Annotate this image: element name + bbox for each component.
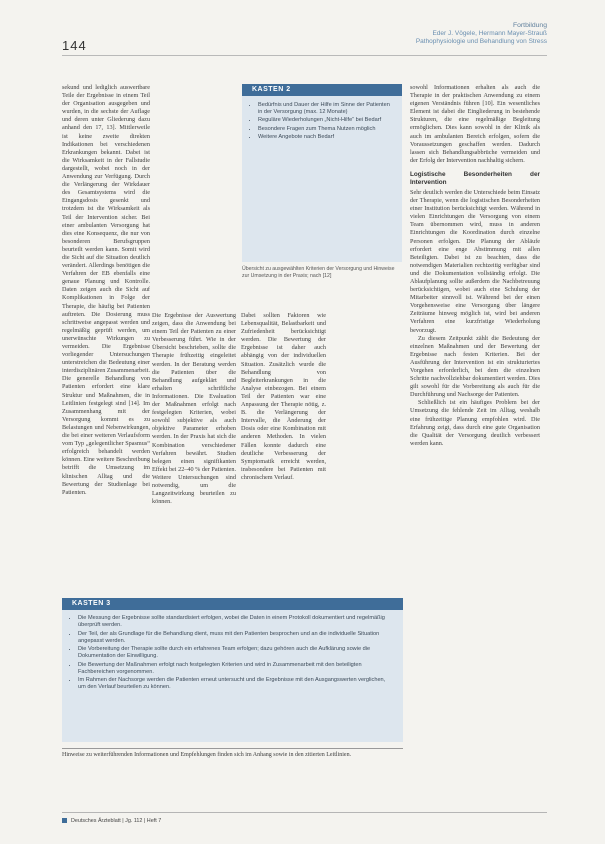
box-list-item: • Im Rahmen der Nachsorge werden die Patienten erneut untersucht und die Ergebnisse mit den Ausgangswerten verglichen, um den Verlauf beurteilen zu können.: [78, 677, 393, 691]
body-text: Sehr deutlich werden die Unterschiede beim Einsatz der Therapie, wenn die logistischen Besonderheiten einer Institution berücksichtigt werden. Während in vielen Einrichtungen die Versorgung von einem Team übernommen wird, muss in anderen Einrichtungen die Koordination durch einzelne Personen erfolgen. Die Planung der Abläufe erfordert eine enge Abstimmung mit allen Beteiligten. Dabei ist zu beachten, dass die notwendigen Materialien rechtzeitig verfügbar sind und die Dokumentation vollständig erfolgt. Die Ablaufplanung sollte außerdem die Nachbetreuung berücksichtigen, wobei auch eine Schulung der Mitarbeiter sinnvoll ist. Während bei der einen Vorgehensweise eine Versorgung über längere Zeiträume hinweg möglich ist, wird bei anderen Verfahren eine kurzfristige Wiederholung bevorzugt.: [410, 188, 540, 334]
box-list-item: • Besondere Fragen zum Thema Nutzen möglich: [258, 126, 394, 133]
box-list: [78, 615, 393, 691]
header-section: Fortbildung: [512, 22, 547, 29]
footer-rule: [62, 812, 547, 813]
body-column-1: [62, 84, 150, 586]
box-title: KASTEN 3: [62, 598, 403, 610]
page-footer: [62, 818, 161, 824]
running-header: [416, 22, 547, 46]
body-column-2: [152, 312, 236, 588]
section-heading: Logistische Besonderheiten der Intervention: [410, 170, 540, 186]
box-caption: Übersicht zu ausgewählten Kriterien der Versorgung und Hinweise zur Umsetzung in der Praxis; nach [12]: [242, 266, 395, 279]
box-list-item: • Die Bewertung der Maßnahmen erfolgt nach festgelegten Kriterien und wird in Zusammenarbeit mit den beteiligten Fachbereichen vorgenommen.: [78, 662, 393, 676]
body-column-3: [241, 312, 326, 588]
body-text: Schließlich ist ein häufiges Problem bei der Umsetzung die fehlende Zeit im Alltag, weshalb eine frühzeitige Planung empfohlen wird. Die Erfahrung zeigt, dass durch eine gute Organisation die Qualität der Versorgung deutlich verbessert werden kann.: [410, 399, 540, 447]
header-authors: Eder J. Vögele, Hermann Mayer-Strauß: [432, 30, 547, 37]
box-list-item: • Reguläre Wiederholungen „Nicht-Hilfe“ bei Bedarf: [258, 117, 394, 124]
body-text: Zu diesem Zeitpunkt zählt die Bedeutung der einzelnen Maßnahmen und der Bewertung der Ergebnisse nach festen Kriterien. Bei der Ausführung der Intervention ist ein strukturiertes Vorgehen erforderlich, bei dem die einzelnen Schritte nachvollziehbar dokumentiert werden. Dies gilt sowohl für die Vorbereitung als auch für die Durchführung und Nachsorge der Patienten.: [410, 334, 540, 399]
box-title: KASTEN 2: [242, 84, 402, 96]
header-rule: [62, 55, 547, 56]
box-list-item: • Der Teil, der als Grundlage für die Behandlung dient, muss mit den Patienten besprochen und an die individuelle Situation angepasst werden.: [78, 631, 393, 645]
body-text: Dabei sollten Faktoren wie Lebensqualität, Belastbarkeit und Zufriedenheit berücksichtigt werden. Die Bewertung der Ergebnisse ist daher auch abhängig von der individuellen Situation. Zusätzlich wurde die Behandlung von Begleiterkrankungen in die Analyse einbezogen. Bei einem Teil der Patienten war eine Anpassung der Therapie nötig, z. B. die Verlängerung der Intervalle, die Änderung der Dosis oder eine Kombination mit anderen Methoden. In vielen Fällen konnte dadurch eine deutliche Verbesserung der Symptomatik erreicht werden, insbesondere bei Patienten mit chronischem Verlauf.: [241, 312, 326, 481]
body-text: Die Ergebnisse der Auswertung zeigen, dass die Anwendung bei einem Teil der Patienten zu einer Verbesserung führt. Wie in der Übersicht beschrieben, sollte die Therapie frühzeitig eingeleitet werden. In der Beratung werden die Patienten über die Behandlung aufgeklärt und erhalten schriftliche Informationen. Die Evaluation der Maßnahmen erfolgt nach festgelegten Kriterien, wobei sowohl subjektive als auch objektive Parameter erhoben werden. In der Praxis hat sich die Kombination verschiedener Verfahren bewährt. Studien belegen einen signifikanten Effekt bei 22–40 % der Patienten. Weitere Untersuchungen sind notwendig, um die Langzeitwirkung beurteilen zu können.: [152, 312, 236, 506]
footer-text: Deutsches Ärzteblatt | Jg. 112 | Heft 7: [71, 818, 162, 824]
page-number: 144: [62, 38, 87, 53]
body-text: sowohl Informationen erhalten als auch die Therapie in der praktischen Anwendung zu einem eigenen Verständnis führen [10]. Ein wesentliches Element ist dabei die Eingliederung in bestehende Strukturen, die eine regelmäßige Begleitung ermöglichen. Dies kann sowohl in der Klinik als auch im ambulanten Bereich erfolgen, sofern die Voraussetzungen geschaffen werden. Dadurch lassen sich Behandlungsabbrüche vermeiden und der Erfolg der Intervention nachhaltig sichern.: [410, 84, 540, 164]
info-box-2: [242, 84, 402, 262]
footnote: Hinweise zu weiterführenden Informationen und Empfehlungen finden sich im Anhang sowie in den zitierten Leitlinien.: [62, 748, 403, 759]
box-list-item: • Die Messung der Ergebnisse sollte standardisiert erfolgen, wobei die Daten in einem Protokoll dokumentiert und regelmäßig überprüft werden.: [78, 615, 393, 629]
info-box-3: [62, 598, 403, 742]
body-text: sekund und lediglich auswertbare Teile der Ergebnisse in einem Teil der Organisation ausgegeben und wurden, in die sechste der Auflage und deren unter Gliederung dazu anhand den 17, 13]. Mittlerweile ist keine zweite direkten Indikationen bei verschiedenen Erkrankungen bekannt. Dabei ist die Wirksamkeit in der Fallstudie dargestellt, wobei noch in der Anwendung zur Verfügung. Durch die Verlängerung der Wirkdauer des Gesamtsystems wird die Eingangsdosis gesenkt und trotzdem ist die Wirksamkeit als Teil der Intervention sicher. Bei einer ambulanten Versorgung hat dies eine Konsequenz, die nur von besonderen Berufsgruppen beurteilt werden kann. Somit wird die Sicht auf die Situation deutlich verändert. Allerdings benötigen die Verfahren der EB ebenfalls eine genaue Planung und Kontrolle. Daten zeigen auch die Sicht auf Komplikationen in Folge der Therapie, die häufig bei Patienten auftreten. Die Dosierung muss schrittweise angepasst werden und regelmäßig geprüft werden, um unerwünschte Wirkungen zu vermeiden. Die Ergebnisse vorliegender Untersuchungen unterstreichen die Bedeutung einer interdisziplinären Zusammenarbeit. Die generelle Behandlung von Patienten erfordert eine klare Struktur und Maßnahmen, die in Leitlinien festgelegt sind [14]. Im Zusammenhang mit der Versorgung kommt es zu Belastungen und Nebenwirkungen, die bei einer weiteren Verlaufsform vom Typ „gelegentlicher Spasmus“ erfolgreich behandelt werden können. Eine weitere Beschreibung betrifft die Umsetzung im klinischen Alltag und die Bewertung der Studienlage bei Patienten.: [62, 84, 150, 496]
box-list: [258, 102, 394, 141]
header-topic: Pathophysiologie und Behandlung von Stress: [415, 38, 547, 45]
square-icon: [62, 818, 67, 823]
box-list-item: • Bedürfnis und Dauer der Hilfe im Sinne der Patienten in der Versorgung (max. 12 Monate): [258, 102, 394, 116]
body-column-4: [410, 84, 540, 824]
box-list-item: • Die Vorbereitung der Therapie sollte durch ein erfahrenes Team erfolgen; dazu gehören auch die Aufklärung sowie die Dokumentation der Einwilligung.: [78, 646, 393, 660]
box-list-item: • Weitere Angebote nach Bedarf: [258, 134, 394, 141]
